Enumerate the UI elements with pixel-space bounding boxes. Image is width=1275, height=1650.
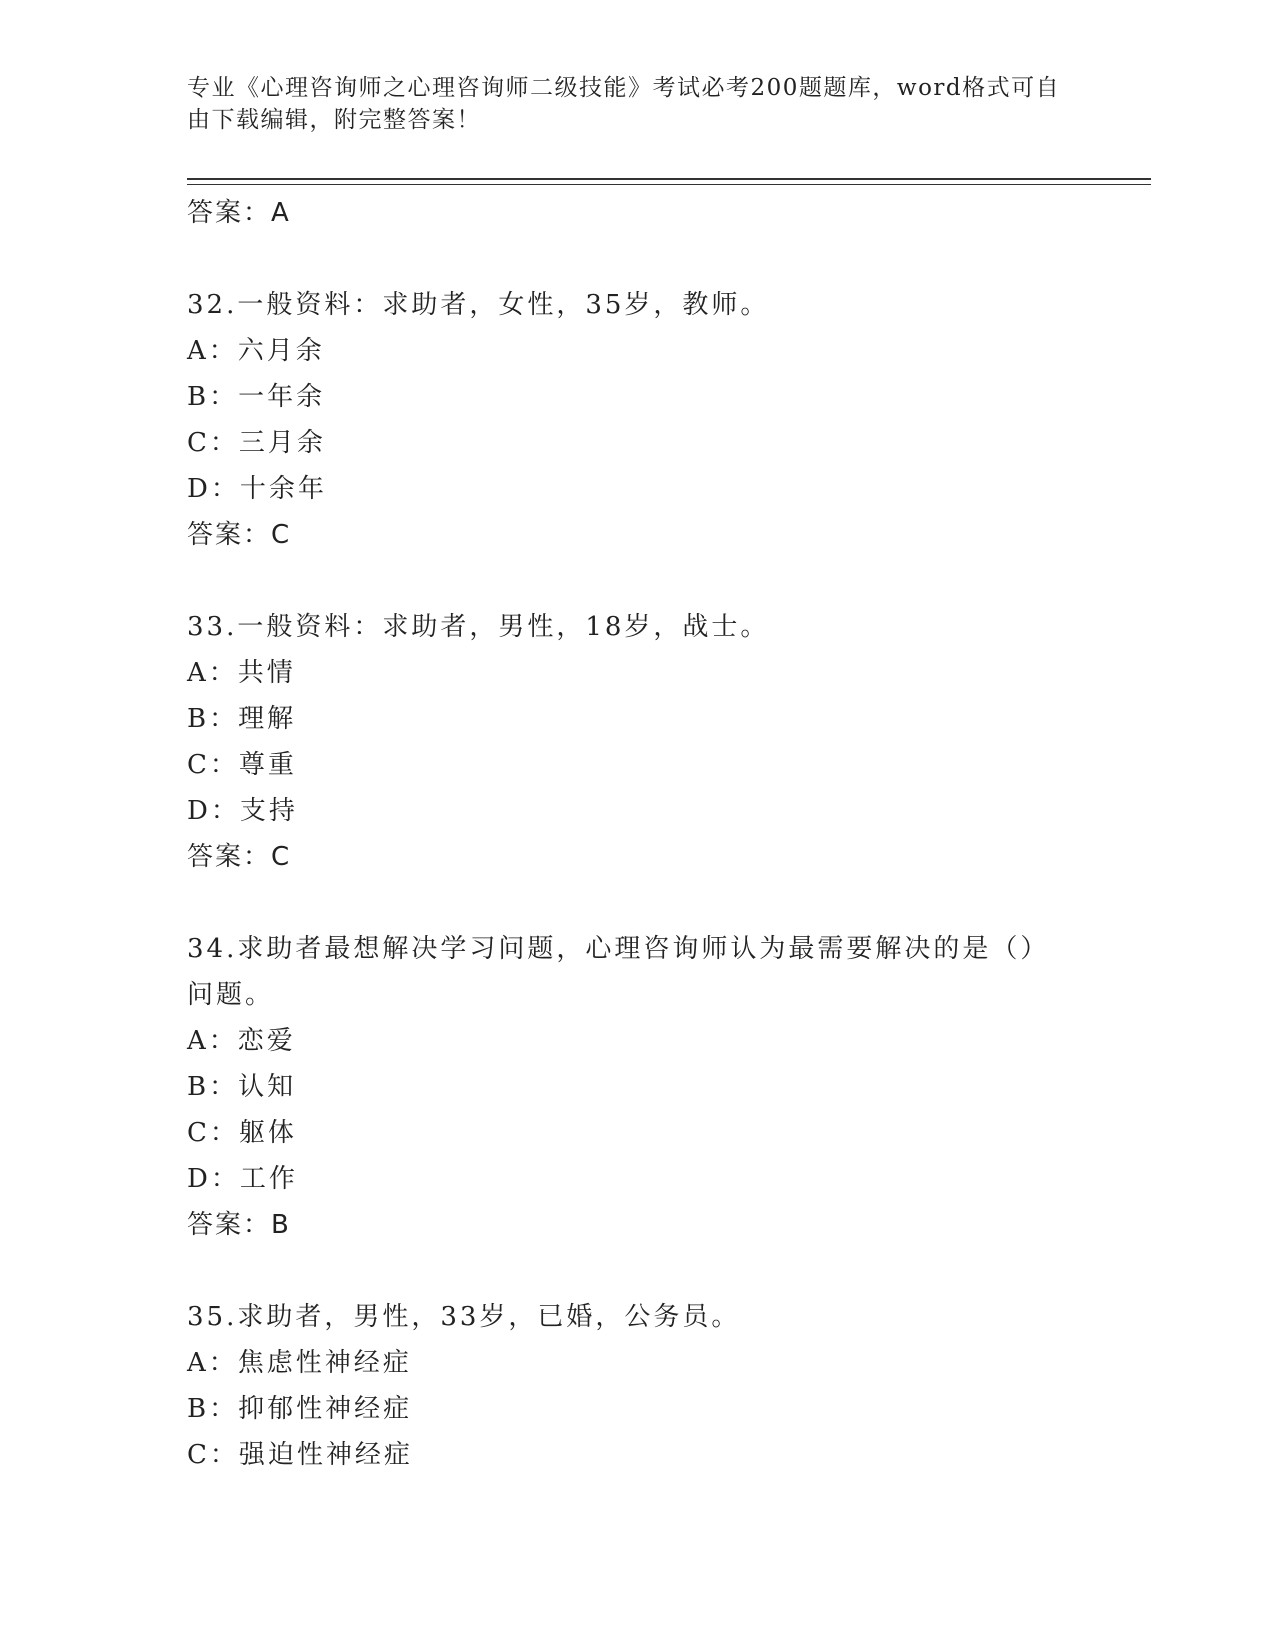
question-stem: 35.求助者，男性，33岁，已婚，公务员。 xyxy=(187,1302,741,1332)
spacer xyxy=(187,1248,1087,1294)
option-b: B：抑郁性神经症 xyxy=(187,1394,413,1424)
question-block xyxy=(187,282,1087,558)
spacer xyxy=(187,236,1087,282)
option-a: A：六月余 xyxy=(187,336,325,366)
option-a: A：焦虑性神经症 xyxy=(187,1348,412,1378)
document-header: 专业《心理咨询师之心理咨询师二级技能》考试必考200题题库，word格式可自由下载编辑，附完整答案！ xyxy=(187,75,1061,133)
spacer xyxy=(187,880,1087,926)
option-d: D：十余年 xyxy=(187,474,327,504)
question-stem: 33.一般资料：求助者，男性，18岁，战士。 xyxy=(187,612,770,642)
option-d: D：工作 xyxy=(187,1164,298,1194)
option-b: B：认知 xyxy=(187,1072,297,1102)
question-stem: 34.求助者最想解决学习问题，心理咨询师认为最需要解决的是（）问题。 xyxy=(187,934,1050,1010)
question-stem: 32.一般资料：求助者，女性，35岁，教师。 xyxy=(187,290,770,320)
question-block xyxy=(187,604,1087,880)
question-block xyxy=(187,1294,1087,1478)
question-answer: 答案：B xyxy=(187,1210,291,1240)
previous-answer: 答案：A xyxy=(187,198,291,228)
option-c: C：三月余 xyxy=(187,428,326,458)
header-rule-thin xyxy=(187,184,1151,185)
question-block xyxy=(187,926,1087,1248)
question-list xyxy=(187,190,1087,1478)
option-d: D：支持 xyxy=(187,796,298,826)
option-c: C：强迫性神经症 xyxy=(187,1440,413,1470)
option-c: C：尊重 xyxy=(187,750,297,780)
question-answer: 答案：C xyxy=(187,842,292,872)
option-c: C：躯体 xyxy=(187,1118,297,1148)
header-rule-thick xyxy=(187,178,1151,180)
question-answer: 答案：C xyxy=(187,520,292,550)
option-b: B：理解 xyxy=(187,704,297,734)
option-b: B：一年余 xyxy=(187,382,326,412)
option-a: A：恋爱 xyxy=(187,1026,296,1056)
spacer xyxy=(187,558,1087,604)
option-a: A：共情 xyxy=(187,658,296,688)
